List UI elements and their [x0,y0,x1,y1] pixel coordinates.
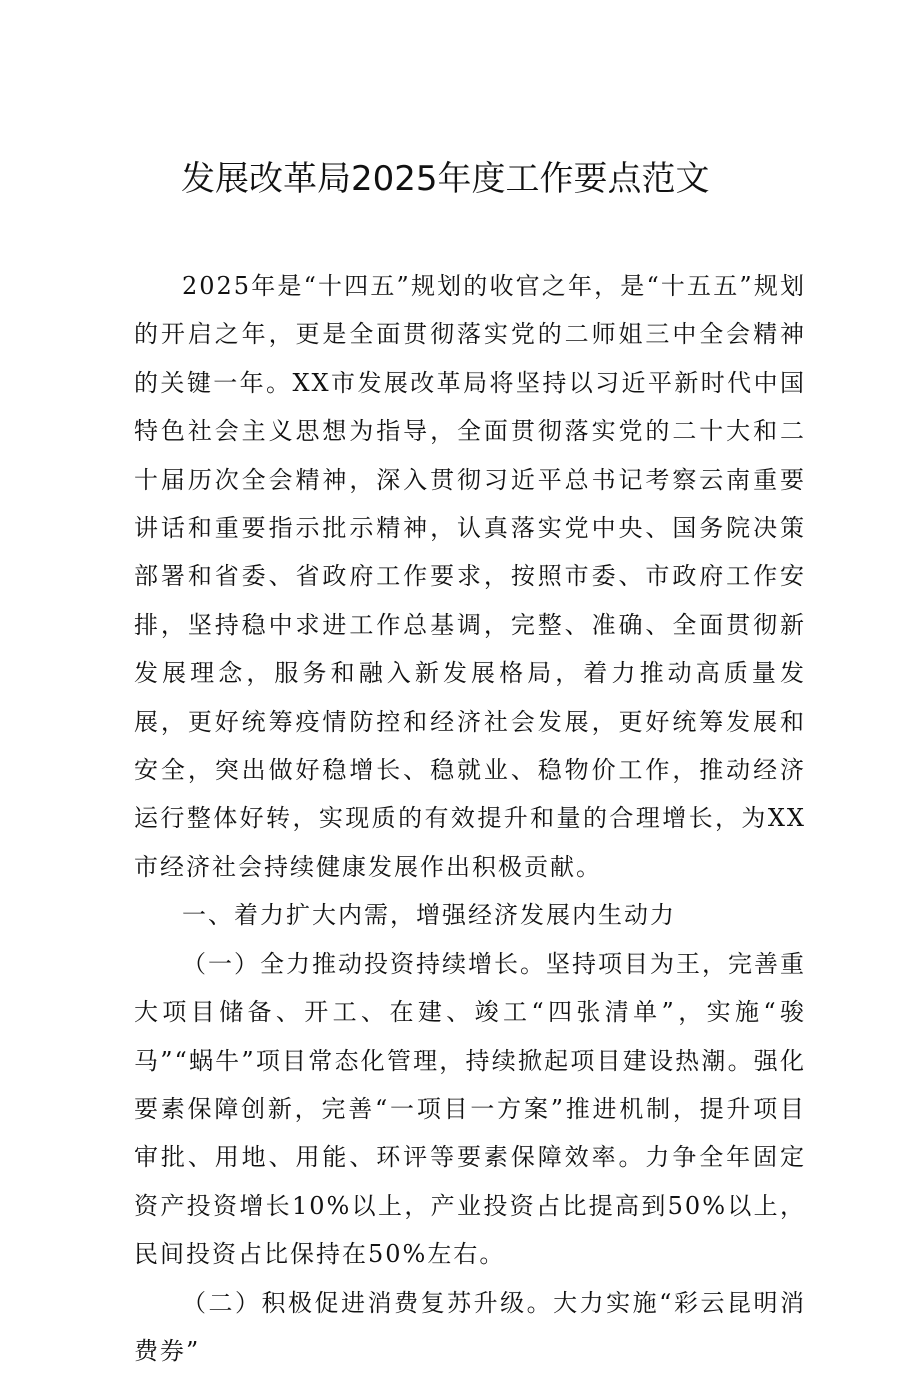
document-title: 发展改革局2025年度工作要点范文 [181,159,710,199]
intro-paragraph: 2025年是“十四五”规划的收官之年，是“十五五”规划的开启之年，更是全面贯彻落实党的二师姐三中全会精神的关键一年。XX市发展改革局将坚持以习近平新时代中国特色社会主义思想为指导，全面贯彻落实党的二十大和二十届历次全会精神，深入贯彻习近平总书记考察云南重要讲话和重要指示批示精神，认真落实党中央、国务院决策部署和省委、省政府工作要求，按照市委、市政府工作安排，坚持稳中求进工作总基调，完整、准确、全面贯彻新发展理念，服务和融入新发展格局，着力推动高质量发展，更好统筹疫情防控和经济社会发展，更好统筹发展和安全，突出做好稳增长、稳就业、稳物价工作，推动经济运行整体好转，实现质的有效提升和量的合理增长，为XX市经济社会持续健康发展作出积极贡献。 [134,272,806,881]
subsection-paragraph-1: （一）全力推动投资持续增长。坚持项目为王，完善重大项目储备、开工、在建、竣工“四张清单”，实施“骏马”“蜗牛”项目常态化管理，持续掀起项目建设热潮。强化要素保障创新，完善“一项目一方案”推进机制，提升项目审批、用地、用能、环评等要素保障效率。力争全年固定资产投资增长10%以上，产业投资占比提高到50%以上，民间投资占比保持在50%左右。 [134,949,806,1269]
document-body [134,262,806,1375]
subsection-paragraph-2: （二）积极促进消费复苏升级。大力实施“彩云昆明消费券” [134,1288,806,1365]
section-heading-1: 一、着力扩大内需，增强经济发展内生动力 [182,901,676,930]
